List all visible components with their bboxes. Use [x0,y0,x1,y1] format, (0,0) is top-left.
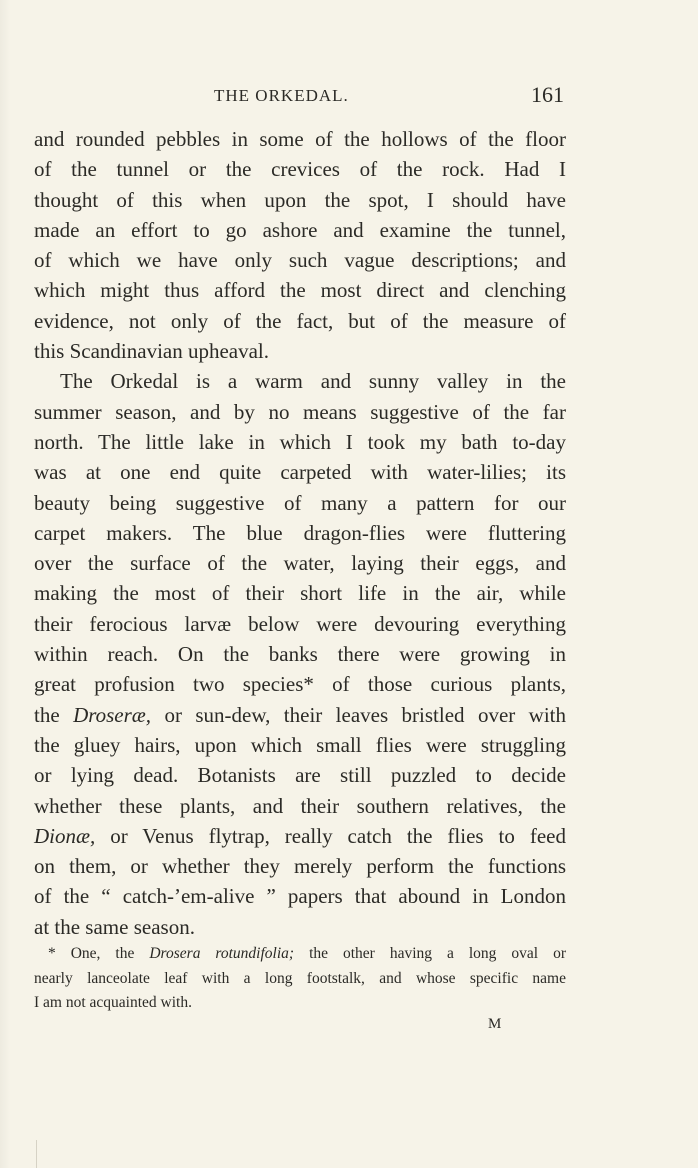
text-line: or lying dead. Botanists are still puzzled to decide [34,763,566,788]
footnote-segment: the other having a long oval or [294,945,566,962]
italic-term-droserae: Droseræ, [73,702,152,727]
text-line: whether these plants, and their southern relatives, the [34,793,566,818]
text-line-drosera [34,700,566,730]
text-line: the gluey hairs, upon which small flies were struggling [34,732,566,757]
text-line-dionae [34,821,566,851]
text-line: great profusion two species* of those curious plants, [34,672,566,697]
footnote [34,942,566,1016]
page-number: 161 [531,82,564,107]
text-segment: or sun-dew, their leaves bristled over with [151,702,566,727]
text-line: evidence, not only of the fact, but of the measure of [34,308,566,333]
signature-mark: M [488,1016,502,1032]
text-segment: the [34,702,74,727]
text-segment: or Venus flytrap, really catch the flies to feed [95,823,566,848]
margin-crease [36,1140,37,1168]
text-line: was at one end quite carpeted with water-lilies; its [34,460,566,485]
text-line: of the “ catch-’em-alive ” papers that abound in London [34,884,566,909]
text-line: which might thus afford the most direct and clenching [34,278,566,303]
footnote-line: I am not acquainted with. [34,994,192,1011]
text-line: of which we have only such vague descriptions; and [34,248,566,273]
text-line: over the surface of the water, laying their eggs, and [34,551,566,576]
text-line: carpet makers. The blue dragon-flies were fluttering [34,520,566,545]
text-line: north. The little lake in which I took my bath to-day [34,429,566,454]
text-line: summer season, and by no means suggestive of the far [34,399,566,424]
italic-term-dionae: Dionæ, [34,823,96,848]
italic-term-drosera-rotundifolia: Drosera rotundifolia; [149,945,295,962]
text-line: this Scandinavian upheaval. [34,339,270,364]
text-line: and rounded pebbles in some of the hollows of the floor [34,127,566,151]
footnote-segment: * One, the [48,945,150,962]
text-line: within reach. On the banks there were growing in [34,642,566,667]
text-line: their ferocious larvæ below were devouring everything [34,611,566,636]
body-text [34,124,566,942]
text-line: made an effort to go ashore and examine the tunnel, [34,217,566,242]
text-line: thought of this when upon the spot, I should have [34,187,566,212]
running-title: THE ORKEDAL. [214,86,349,105]
text-line: making the most of their short life in the air, while [34,581,566,606]
text-line: on them, or whether they merely perform the functions [34,854,566,879]
page-header [0,82,698,112]
footnote-line: nearly lanceolate leaf with a long footstalk, and whose specific name [34,969,566,987]
footnote-line [34,942,566,967]
text-line: at the same season. [34,914,195,939]
text-line: of the tunnel or the crevices of the rock. Had I [34,157,566,182]
text-line: beauty being suggestive of many a pattern for our [34,490,566,515]
paragraph-start-line: The Orkedal is a warm and sunny valley in the [60,369,566,394]
